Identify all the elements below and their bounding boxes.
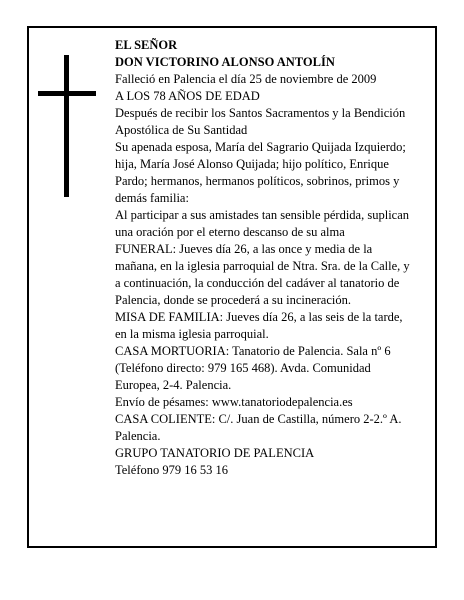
sacraments-line: Después de recibir los Santos Sacramentos y la Bendición Apostólica de Su Santidad (115, 106, 406, 137)
funeral-home-info: CASA MORTUORIA: Tanatorio de Palencia. Sala nº 6 (Teléfono directo: 979 165 468). Avda. Comunidad Europea, 2-4. Palencia. (115, 344, 391, 392)
funeral-info: FUNERAL: Jueves día 26, a las once y media de la mañana, en la iglesia parroquial de Ntra. Sra. de la Calle, y a continuación, la conducción del cadáver al tanatorio de Palencia, donde se procederá a su incineración. (115, 242, 410, 307)
prayer-request: Al participar a sus amistades tan sensible pérdida, suplican una oración por el eterno descanso de su alma (115, 208, 410, 239)
funeral-group-name: GRUPO TANATORIO DE PALENCIA (115, 446, 315, 460)
obituary-text (115, 37, 415, 479)
family-line: Su apenada esposa, María del Sagrario Quijada Izquierdo; hija, María José Alonso Quijada; hijo político, Enrique Pardo; hermanos, hermanos políticos, sobrinos, primos y demás familia: (115, 140, 406, 205)
condolences-info: Envío de pésames: www.tanatoriodepalencia.es (115, 395, 353, 409)
family-mass-info: MISA DE FAMILIA: Jueves día 26, a las seis de la tarde, en la misma iglesia parroquial. (115, 310, 403, 341)
deceased-name: DON VICTORINO ALONSO ANTOLÍN (115, 55, 335, 69)
death-date: Falleció en Palencia el día 25 de noviembre de 2009 (115, 72, 377, 86)
cross-icon (64, 55, 69, 197)
heading-line-1: EL SEÑOR (115, 38, 178, 52)
cross-icon-bar (38, 91, 96, 96)
family-home-info: CASA COLIENTE: C/. Juan de Castilla, número 2-2.º A. Palencia. (115, 412, 402, 443)
age-line: A LOS 78 AÑOS DE EDAD (115, 89, 260, 103)
phone-line: Teléfono 979 16 53 16 (115, 463, 228, 477)
